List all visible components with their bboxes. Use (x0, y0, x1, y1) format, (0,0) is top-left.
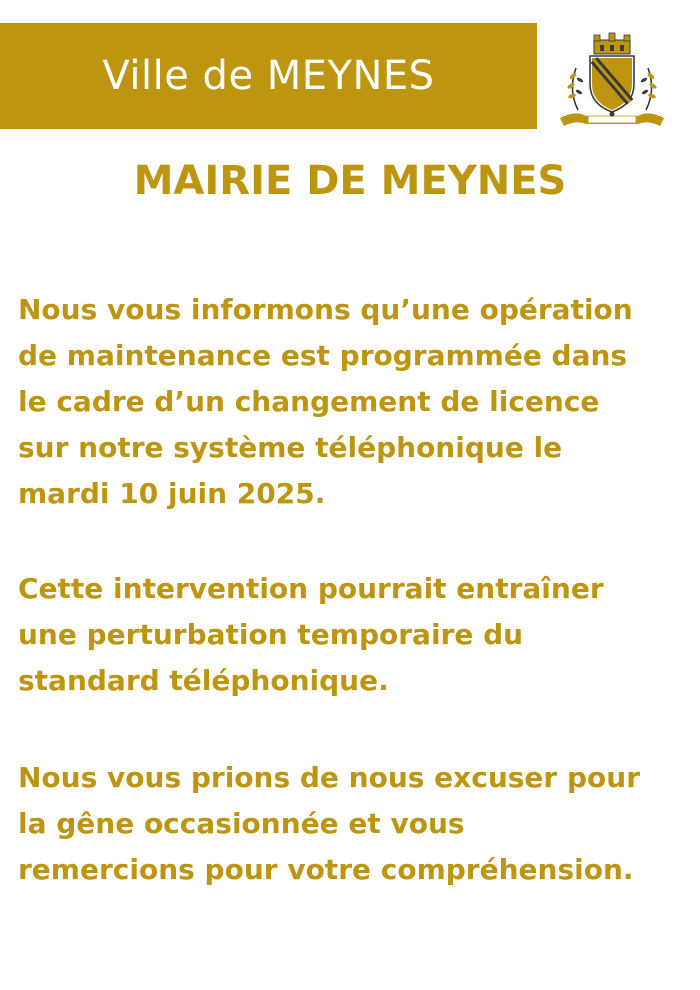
notice-paragraph-apology (18, 755, 698, 893)
paragraph-line: remercions pour votre compréhension. (18, 853, 634, 886)
municipal-crest-icon (556, 30, 668, 132)
paragraph-line: Nous vous informons qu’une opération (18, 293, 633, 326)
paragraph-line: Nous vous prions de nous excuser pour (18, 761, 641, 794)
paragraph-line: Cette intervention pourrait entraîner (18, 572, 604, 605)
banner-title: Ville de MEYNES (102, 53, 435, 99)
paragraph-line: sur notre système téléphonique le (18, 431, 563, 464)
paragraph-line: une perturbation temporaire du (18, 618, 524, 651)
paragraph-line: standard téléphonique. (18, 664, 389, 697)
paragraph-line: le cadre d’un changement de licence (18, 385, 600, 418)
paragraph-line: mardi 10 juin 2025. (18, 477, 326, 510)
title-banner (0, 23, 537, 129)
paragraph-line: la gêne occasionnée et vous (18, 807, 465, 840)
notice-paragraph-maintenance (18, 287, 698, 517)
paragraph-line: de maintenance est programmée dans (18, 339, 628, 372)
notice-paragraph-disruption (18, 566, 698, 704)
page-heading: MAIRIE DE MEYNES (133, 158, 567, 204)
